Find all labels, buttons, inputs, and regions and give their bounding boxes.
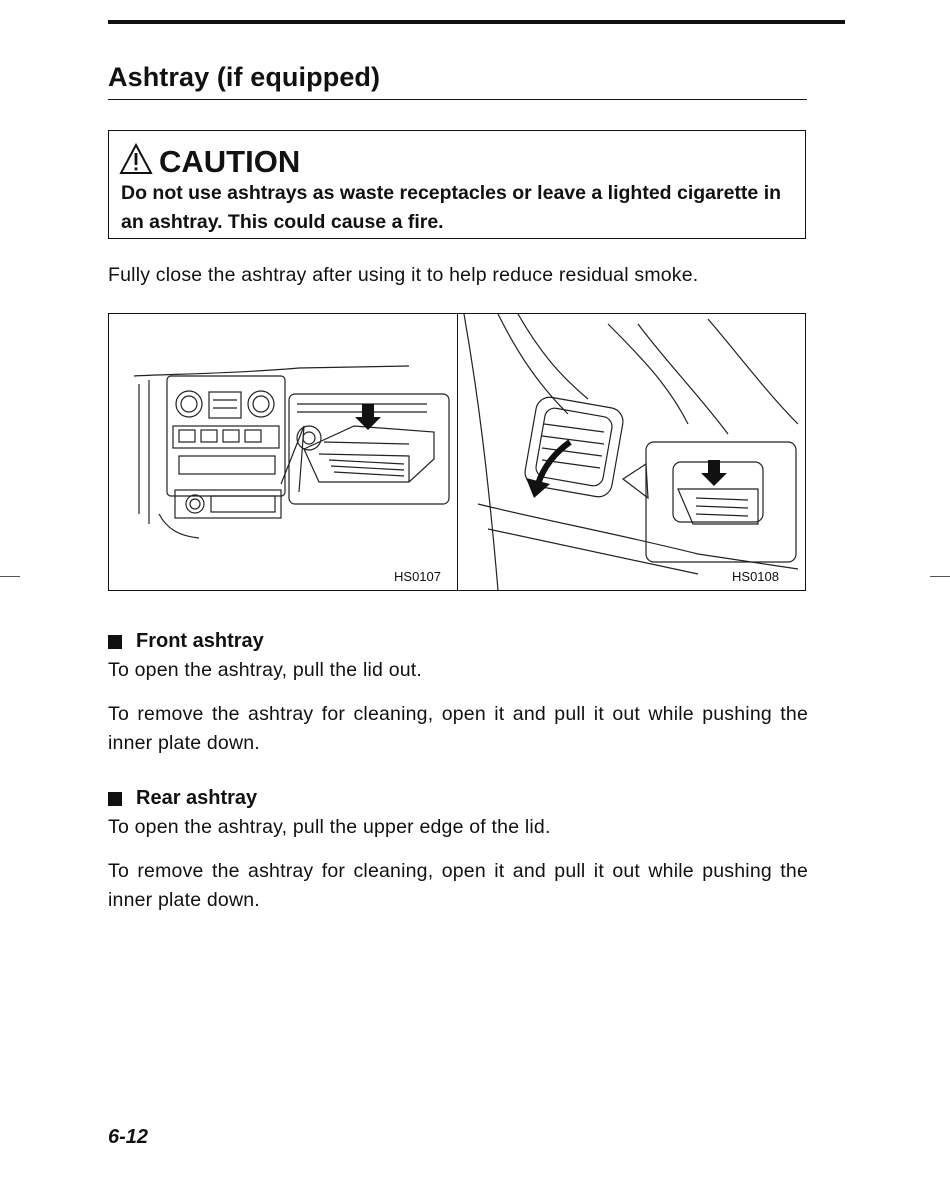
caution-box [108, 130, 806, 239]
section-heading-front-ashtray [108, 630, 264, 653]
front-ashtray-paragraph: To open the ashtray, pull the lid out. [108, 659, 423, 681]
figure-panel [108, 313, 806, 591]
front-ashtray-paragraph: To remove the ashtray for cleaning, open it and pull it out while pushing the inner plate down. [108, 703, 808, 754]
rear-ashtray-illustration [458, 314, 805, 590]
rear-ashtray-paragraph: To remove the ashtray for cleaning, open it and pull it out while pushing the inner plate down. [108, 860, 808, 911]
caution-text: Do not use ashtrays as waste receptacles or leave a lighted cigarette in an ashtray. This could cause a fire. [121, 182, 782, 233]
bullet-square-icon [108, 635, 122, 649]
section-heading-label: Front ashtray [136, 630, 264, 652]
open-arrow-icon [526, 442, 570, 498]
section-heading-rear-ashtray [108, 787, 257, 810]
title-rule [108, 99, 807, 100]
bullet-square-icon [108, 792, 122, 806]
caution-header [119, 143, 300, 180]
figure-code-rear: HS0108 [732, 569, 779, 584]
front-ashtray-illustration [109, 314, 457, 590]
push-arrow-icon [701, 460, 727, 486]
crop-mark-right [930, 576, 950, 577]
section-heading-label: Rear ashtray [136, 787, 258, 809]
top-rule [108, 20, 845, 24]
rear-ashtray-paragraph: To open the ashtray, pull the upper edge of the lid. [108, 816, 551, 838]
intro-text: Fully close the ashtray after using it to help reduce residual smoke. [108, 264, 699, 286]
caution-label: CAUTION [159, 144, 301, 179]
page-title: Ashtray (if equipped) [108, 62, 381, 92]
page-number: 6-12 [108, 1126, 149, 1148]
warning-triangle-icon [119, 143, 153, 180]
crop-mark-left [0, 576, 20, 577]
figure-code-front: HS0107 [394, 569, 441, 584]
